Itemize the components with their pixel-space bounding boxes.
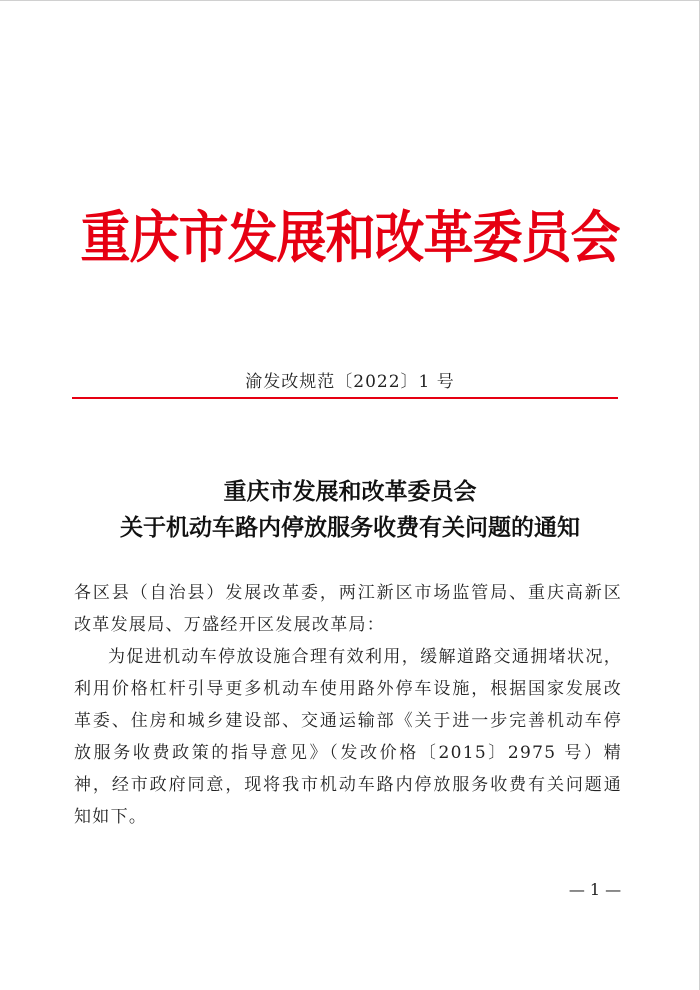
issuer-header: 重庆市发展和改革委员会 <box>80 205 620 271</box>
title-line-1: 重庆市发展和改革委员会 <box>223 478 477 505</box>
document-number: 渝发改规范〔2022〕1 号 <box>245 372 455 392</box>
title-line-2: 关于机动车路内停放服务收费有关问题的通知 <box>120 514 580 541</box>
document-title <box>0 474 700 546</box>
addressees: 各区县（自治县）发展改革委，两江新区市场监管局、重庆高新区改革发展局、万盛经开区发展改革局： <box>74 583 622 635</box>
page-number: — 1 — <box>568 880 622 899</box>
page-border-top <box>0 0 700 1</box>
body-paragraph: 为促进机动车停放设施合理有效利用，缓解道路交通拥堵状况，利用价格杠杆引导更多机动车使用路外停车设施，根据国家发展改革委、住房和城乡建设部、交通运输部《关于进一步完善机动车停放服务收费政策的指导意见》（发改价格〔2015〕2975 号）精神，经市政府同意，现将我市机动车路内停放服务收费有关问题通知如下。 <box>74 647 622 827</box>
red-divider <box>72 397 618 399</box>
document-body <box>74 577 622 833</box>
